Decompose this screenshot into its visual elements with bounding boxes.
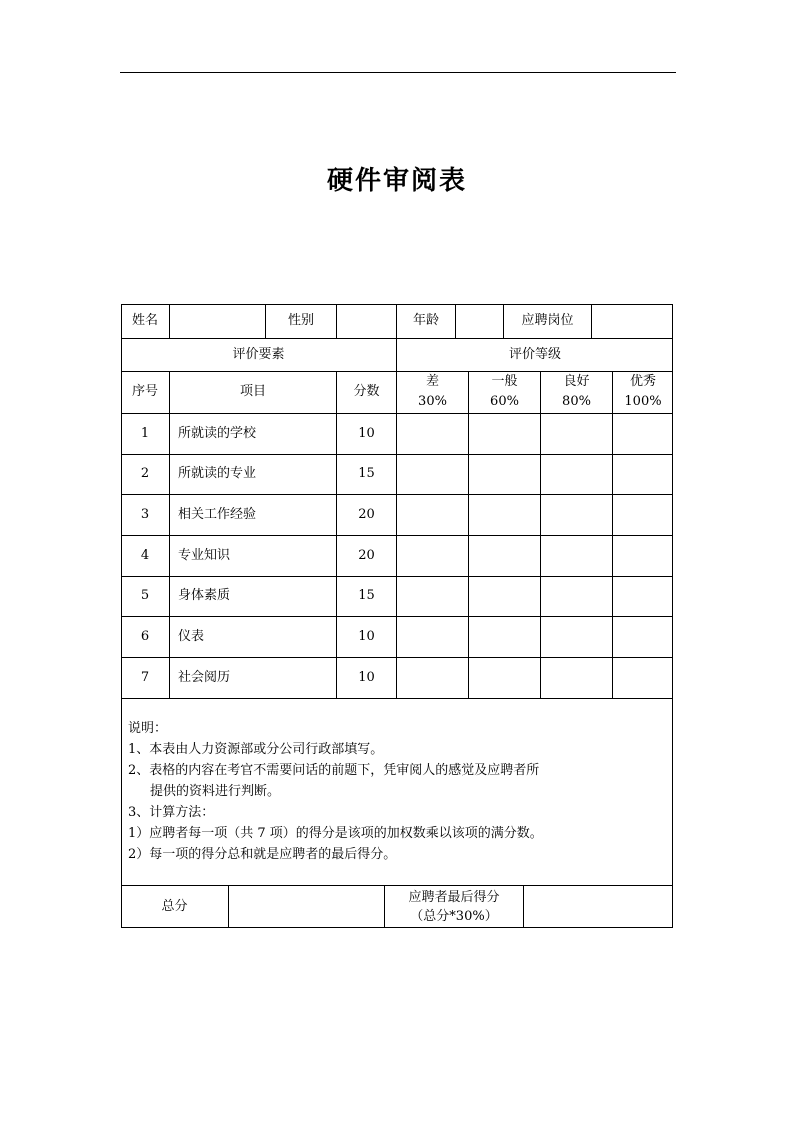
final-score-label-line: 应聘者最后得分 — [408, 889, 500, 905]
grades-header: 评价等级 — [508, 346, 561, 362]
notes-line: 2）每一项的得分总和就是应聘者的最后得分。 — [128, 847, 397, 862]
grade-percent: 80% — [562, 394, 591, 409]
grade-excellent-header — [613, 371, 673, 413]
name-field[interactable] — [170, 304, 265, 338]
factors-header: 评价要素 — [232, 346, 285, 362]
age-field[interactable] — [456, 304, 503, 338]
notes-line: 1、本表由人力资源部或分公司行政部填写。 — [128, 742, 384, 757]
final-score-label — [385, 885, 523, 928]
row-score: 10 — [358, 669, 375, 685]
notes-heading: 说明： — [128, 721, 168, 736]
row-item: 社会阅历 — [178, 669, 231, 685]
row-score: 20 — [358, 547, 375, 563]
row-index: 2 — [140, 466, 150, 481]
header-rule — [120, 72, 676, 73]
position-field[interactable] — [592, 304, 673, 338]
row-index: 5 — [140, 588, 150, 603]
instructions — [128, 718, 668, 865]
grade-name: 良好 — [563, 374, 590, 389]
row-score: 10 — [358, 628, 375, 644]
grade-poor-header — [397, 371, 468, 413]
row-index: 6 — [140, 628, 150, 644]
row-index: 4 — [140, 547, 150, 563]
row-item: 身体素质 — [178, 588, 231, 603]
total-score-field[interactable] — [229, 885, 384, 928]
row-index: 1 — [140, 425, 150, 441]
grade-name: 优秀 — [629, 374, 656, 389]
row-index: 3 — [140, 506, 150, 522]
gender-field[interactable] — [337, 304, 396, 338]
score-column-header: 分数 — [353, 384, 380, 399]
notes-line: 1）应聘者每一项（共 7 项）的得分是该项的加权数乘以该项的满分数。 — [128, 826, 543, 841]
total-score-label: 总分 — [161, 898, 188, 914]
row-item: 仪表 — [178, 628, 205, 644]
row-item: 专业知识 — [178, 547, 231, 563]
grade-percent: 100% — [624, 394, 662, 409]
row-item: 所就读的专业 — [178, 466, 257, 481]
final-score-label-formula: （总分*30%） — [410, 908, 498, 924]
grade-name: 一般 — [491, 374, 518, 389]
row-item: 相关工作经验 — [178, 506, 257, 522]
page-title: 硬件审阅表 — [326, 166, 467, 196]
notes-line: 2、表格的内容在考官不需要问话的前题下，凭审阅人的感觉及应聘者所 — [128, 763, 540, 778]
notes-line: 提供的资料进行判断。 — [150, 784, 281, 799]
name-label: 姓名 — [131, 313, 158, 328]
gender-label: 性别 — [287, 313, 314, 328]
row-score: 15 — [358, 466, 375, 481]
grade-good-header — [541, 371, 612, 413]
row-score: 20 — [358, 506, 375, 522]
age-label: 年龄 — [412, 313, 439, 328]
row-score: 15 — [358, 588, 375, 603]
grade-percent: 60% — [490, 394, 519, 409]
position-label: 应聘岗位 — [521, 313, 574, 328]
grade-name: 差 — [425, 374, 439, 389]
notes-line: 3、计算方法： — [128, 805, 215, 820]
grade-average-header — [469, 371, 540, 413]
item-column-header: 项目 — [239, 384, 266, 399]
final-score-field[interactable] — [524, 885, 673, 928]
index-column-header: 序号 — [131, 384, 158, 399]
row-item: 所就读的学校 — [178, 425, 257, 441]
row-index: 7 — [140, 669, 150, 685]
grade-percent: 30% — [418, 394, 447, 409]
row-score: 10 — [358, 425, 375, 441]
